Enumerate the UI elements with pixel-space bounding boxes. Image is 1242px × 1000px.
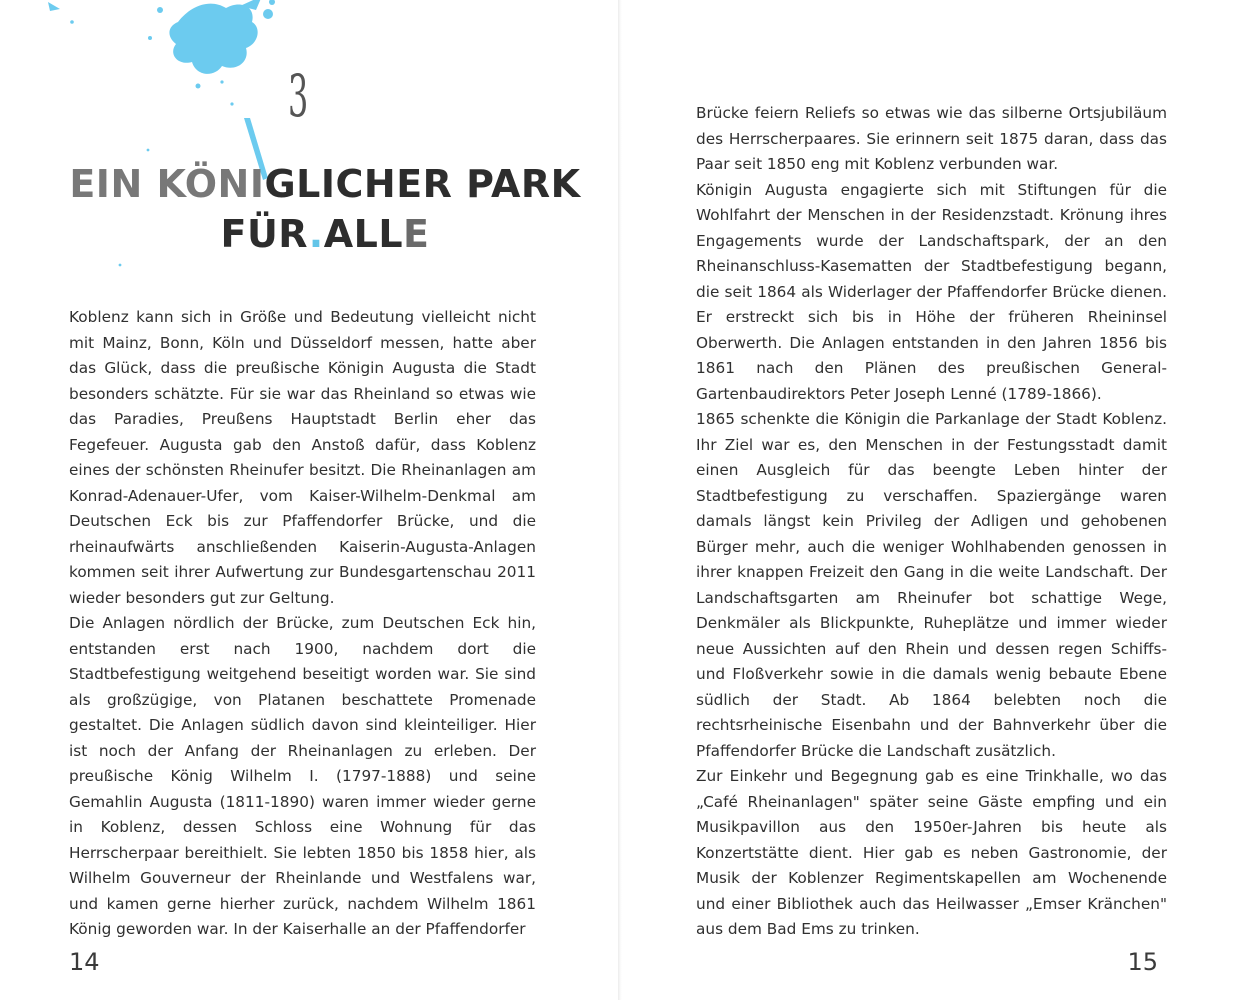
right-paragraph-1: Brücke feiern Reliefs so etwas wie das silberne Ortsjubiläum des Herrscherpaares. Sie erinnern seit 1875 daran, dass das Paar seit 1850 eng mit Koblenz verbunden war. <box>696 104 1167 173</box>
chapter-title-line-1-part-2: GLICHER PARK <box>264 162 581 206</box>
chapter-title-line-2-part-4: E <box>403 212 430 256</box>
page-number-left: 14 <box>69 948 100 976</box>
right-paragraph-3: 1865 schenkte die Königin die Parkanlage der Stadt Koblenz. Ihr Ziel war es, den Menschen in der Festungsstadt damit einen Ausgleich für das beengte Leben hinter der Stadtbefestigung zu verschaffen. Spaziergänge waren damals längst kein Privileg der Adligen und gehobenen Bürger mehr, auch die weniger Wohlhabenden genossen in ihrer knappen Freizeit den Gang in die weite Landschaft. Der Landschaftsgarten am Rheinufer bot schattige Wege, Denkmäler als Blickpunkte, Ruheplätze und immer wieder neue Aussichten auf den Rhein und dessen regen Schiffs- und Floßverkehr sowie in die damals wenig bebaute Ebene südlich der Stadt. Ab 1864 belebten noch die rechtsrheinische Eisenbahn und der Bahnverkehr über die Pfaffendorfer Brücke die Landschaft zusätzlich. <box>696 410 1167 760</box>
left-page <box>0 0 620 1000</box>
right-paragraph-2: Königin Augusta engagierte sich mit Stiftungen für die Wohlfahrt der Menschen in der Residenzstadt. Krönung ihres Engagements wurde der Landschaftspark, der an den Rheinanschluss-Kasematten der Stadtbefestigung begann, die seit 1864 als Widerlager der Pfaffendorfer Brücke dienen. Er erstreckt sich bis in Höhe der früheren Rheininsel Oberwerth. Die Anlagen entstanden in den Jahren 1856 bis 1861 nach den Plänen des preußischen General-Gartenbaudirektors Peter Joseph Lenné (1789-1866). <box>696 180 1167 403</box>
chapter-title-dot: . <box>308 212 324 256</box>
left-paragraph-2: Die Anlagen nördlich der Brücke, zum Deutschen Eck hin, entstanden erst nach 1900, nachdem dort die Stadtbefestigung weitgehend beseitigt worden war. Sie sind als großzügige, von Platanen beschattete Promenade gestaltet. Die Anlagen südlich davon sind kleinteiliger. Hier ist noch der Anfang der Rheinanlagen zu erleben. Der preußische König Wilhelm I. (1797-1888) und seine Gemahlin Augusta (1811-1890) waren immer wieder gerne in Koblenz, dessen Schloss eine Wohnung für das Herrscherpaar bereithielt. Sie lebten 1850 bis 1858 hier, als Wilhelm Gouverneur der Rheinlande und Westfalens war, und kamen gerne hierher zurück, nachdem Wilhelm 1861 König geworden war. In der Kaiserhalle an der Pfaffendorfer <box>69 614 536 938</box>
chapter-title-line-1-part-1: EIN KÖNI <box>69 162 265 206</box>
right-paragraph-4: Zur Einkehr und Begegnung gab es eine Trinkhalle, wo das „Café Rheinanlagen" später seine Gäste empfing und ein Musikpavillon aus den 1950er-Jahren bis heute als Konzertstätte dient. Hier gab es neben Gastronomie, der Musik der Koblenzer Regimentskapellen am Wochenende und einer Bibliothek auch das Heilwasser „Emser Kränchen" aus dem Bad Ems zu trinken. <box>696 767 1167 938</box>
page-number-right: 15 <box>1127 948 1158 976</box>
left-paragraph-1: Koblenz kann sich in Größe und Bedeutung vielleicht nicht mit Mainz, Bonn, Köln und Düsseldorf messen, hatte aber das Glück, dass die preußische Königin Augusta die Stadt besonders schätzte. Für sie war das Rheinland so etwas wie das Paradies, Preußens Hauptstadt Berlin eher das Fegefeuer. Augusta gab den Anstoß dafür, dass Koblenz eines der schönsten Rheinufer besitzt. Die Rheinanlagen am Konrad-Adenauer-Ufer, vom Kaiser-Wilhelm-Denkmal am Deutschen Eck bis zur Pfaffendorfer Brücke, und die rheinaufwärts anschließenden Kaiserin-Augusta-Anlagen kommen seit ihrer Aufwertung zur Bundesgartenschau 2011 wieder besonders gut zur Geltung. <box>69 308 536 607</box>
left-body-text <box>69 305 536 943</box>
chapter-title-line-2-part-1: FÜR <box>220 212 309 256</box>
right-page <box>622 0 1242 1000</box>
chapter-title-line-1 <box>60 158 590 210</box>
chapter-title-line-2 <box>60 208 590 260</box>
chapter-number: 3 <box>288 62 309 130</box>
right-body-text <box>696 101 1167 943</box>
chapter-title-line-2-part-3: ALL <box>323 212 404 256</box>
